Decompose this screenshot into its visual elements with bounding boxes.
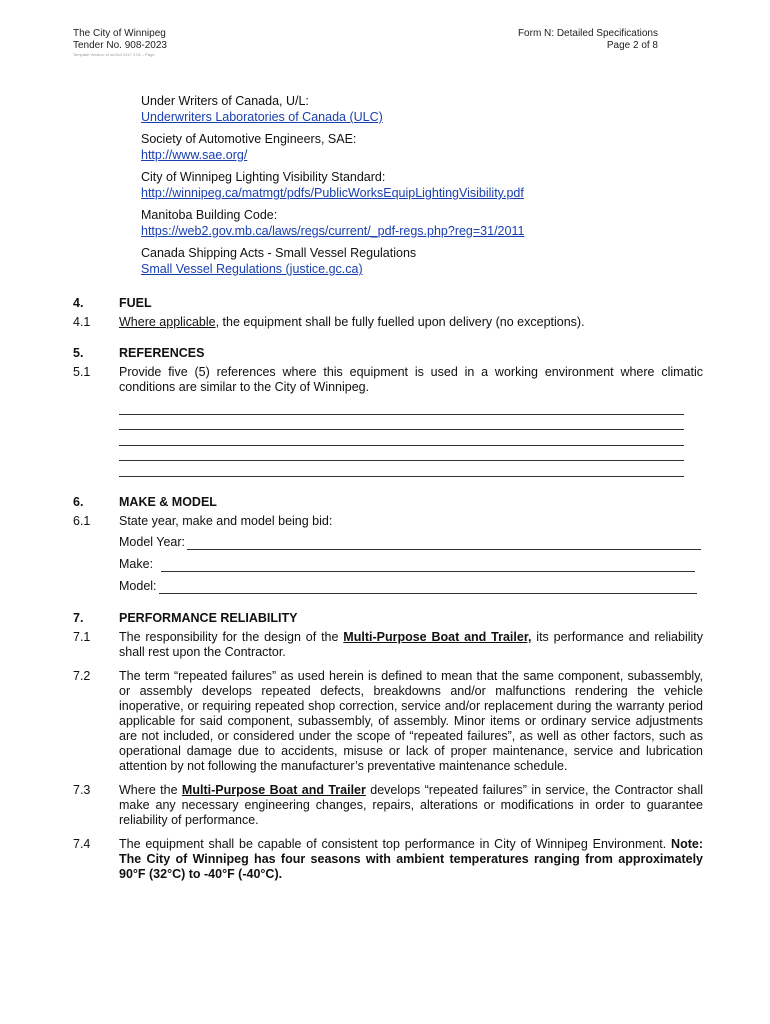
model-year-field: [119, 535, 701, 550]
clause-number: 7.4: [73, 837, 91, 851]
standards-reference-list: [141, 93, 701, 283]
reference-item: [141, 93, 701, 125]
reference-link[interactable]: Underwriters Laboratories of Canada (ULC): [141, 110, 383, 124]
reference-text: Manitoba Building Code:: [141, 208, 278, 222]
reference-link[interactable]: http://winnipeg.ca/matmgt/pdfs/PublicWorksEquipLightingVisibility.pdf: [141, 186, 524, 200]
clause-text: The term “repeated failures” as used herein is defined to mean that the same component, subassembly, or assembly develops repeated defects, breakdowns and/or malfunctions rendering the vehicle inoperative, or requiring repeated shop correction, service and/or replacement during the warranty period applicable for said component, subassembly, of assembly. Minor items or ordinary service adjustments are not included, or considered under the scope of “repeated failures”, as well as other factors, such as operational damage due to accidents, misuse or lack of proper maintenance, service and lubrication attention by not following the manufacturer’s preventative maintenance schedule.: [119, 669, 703, 773]
clause-text: [119, 783, 703, 828]
section-title: PERFORMANCE RELIABILITY: [119, 611, 298, 625]
clause-part: Where the: [119, 783, 182, 797]
section-number: 7.: [73, 611, 84, 625]
section-performance-reliability: [73, 611, 703, 882]
clause-number: 7.2: [73, 669, 91, 683]
model-year-label: Model Year:: [119, 535, 186, 549]
page-header-right: [518, 28, 658, 52]
reference-item: [141, 245, 701, 277]
product-name: Multi-Purpose Boat and Trailer: [181, 783, 366, 797]
reference-entry-line[interactable]: [119, 430, 684, 446]
model-input[interactable]: [159, 581, 697, 594]
reference-entry-lines: [119, 399, 703, 477]
reference-entry-line[interactable]: [119, 415, 684, 431]
clause-number: 4.1: [73, 315, 91, 329]
section-make-model: [73, 495, 703, 601]
reference-text: Society of Automotive Engineers, SAE:: [141, 132, 357, 146]
make-input[interactable]: [161, 559, 695, 572]
clause-part: The responsibility for the design of the: [119, 630, 344, 644]
clause-part: its performance and reliability shall rest upon the Contractor.: [119, 630, 703, 659]
clause-number: 7.1: [73, 630, 91, 644]
page-header-left: [73, 28, 167, 58]
section-fuel: [73, 296, 703, 330]
template-version: Template Version: el sm3c4 2017 3 01 – Page: [73, 52, 155, 57]
clause-rest: , the equipment shall be fully fuelled upon delivery (no exceptions).: [215, 315, 585, 329]
reference-item: [141, 131, 701, 163]
reference-link[interactable]: http://www.sae.org/: [141, 148, 248, 162]
reference-entry-line[interactable]: [119, 399, 684, 415]
model-label: Model:: [119, 579, 157, 593]
clause-part: The equipment shall be capable of consistent top performance in City of Winnipeg Environment.: [119, 837, 672, 851]
section-title: REFERENCES: [119, 346, 205, 360]
clause-text: [119, 837, 703, 882]
section-references: [73, 346, 703, 477]
clause-text: [119, 315, 703, 330]
make-label: Make:: [119, 557, 154, 571]
clause-number: 6.1: [73, 514, 91, 528]
temperature-note: Note: The City of Winnipeg has four seasons with ambient temperatures ranging from approximately 90°F (32°C) to -40°F (-40°C).: [119, 837, 703, 881]
product-name: Multi-Purpose Boat and Trailer,: [343, 630, 532, 644]
section-number: 6.: [73, 495, 84, 509]
section-title: FUEL: [119, 296, 152, 310]
reference-item: [141, 207, 701, 239]
org-name: The City of Winnipeg: [73, 28, 166, 39]
reference-text: City of Winnipeg Lighting Visibility Standard:: [141, 170, 386, 184]
reference-link[interactable]: Small Vessel Regulations (justice.gc.ca): [141, 262, 363, 276]
model-year-input[interactable]: [187, 537, 701, 550]
clause-part: develops “repeated failures” in service, the Contractor shall make any necessary engineering changes, repairs, alterations or modifications in order to guarantee reliability of performance.: [119, 783, 704, 827]
clause-underlined: Where applicable: [119, 315, 216, 329]
model-field: [119, 579, 701, 594]
make-field: [119, 557, 701, 572]
clause-text: Provide five (5) references where this equipment is used in a working environment where climatic conditions are similar to the City of Winnipeg.: [119, 365, 703, 394]
clause-number: 5.1: [73, 365, 91, 379]
section-number: 4.: [73, 296, 84, 310]
reference-entry-line[interactable]: [119, 461, 684, 477]
reference-link[interactable]: https://web2.gov.mb.ca/laws/regs/current/_pdf-regs.php?reg=31/2011: [141, 224, 525, 238]
clause-text: [119, 630, 703, 660]
reference-entry-line[interactable]: [119, 446, 684, 462]
tender-number: Tender No. 908-2023: [73, 40, 167, 51]
reference-item: [141, 169, 701, 201]
clause-number: 7.3: [73, 783, 91, 797]
section-title: MAKE & MODEL: [119, 495, 217, 509]
clause-text: State year, make and model being bid:: [119, 514, 333, 528]
page-number: Page 2 of 8: [606, 40, 658, 51]
section-number: 5.: [73, 346, 84, 360]
reference-text: Canada Shipping Acts - Small Vessel Regulations: [141, 246, 417, 260]
reference-text: Under Writers of Canada, U/L:: [141, 94, 309, 108]
form-title: Form N: Detailed Specifications: [517, 28, 658, 39]
